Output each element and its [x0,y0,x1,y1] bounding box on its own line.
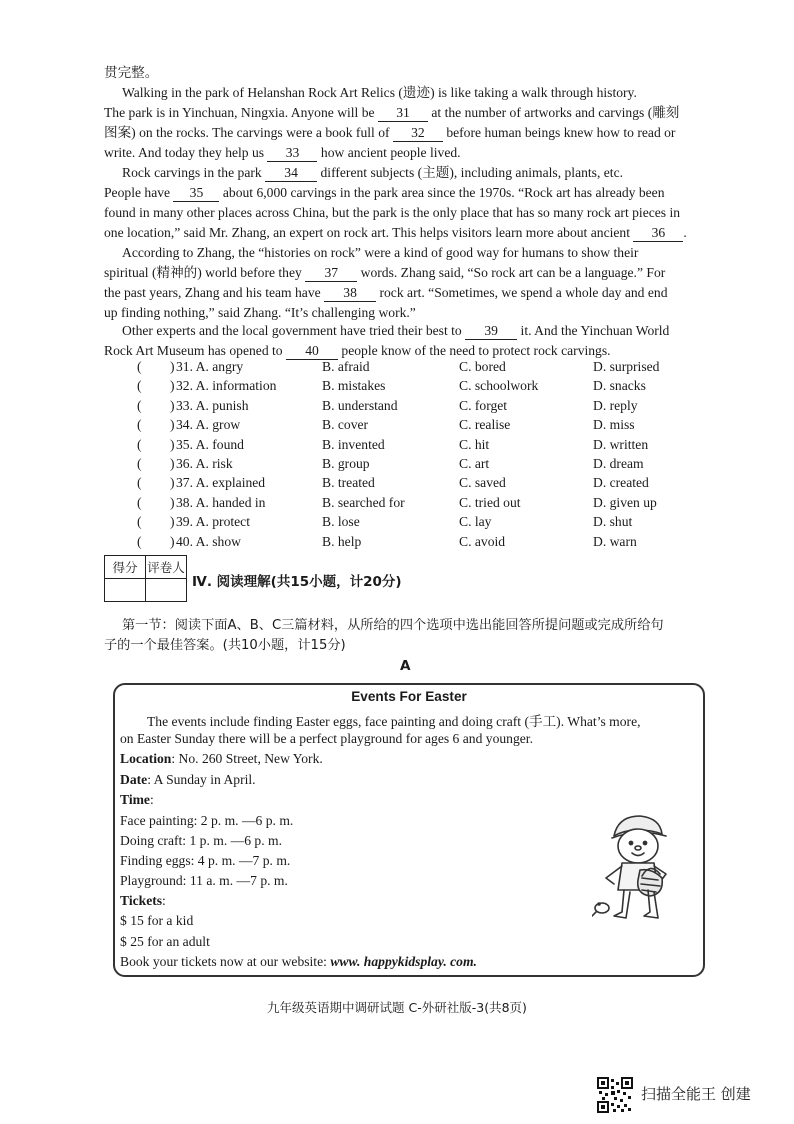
option-b[interactable]: B. lose [322,514,360,530]
section-title: Ⅳ. 阅读理解(共15小题，计20分) [192,574,402,590]
answer-paren-open[interactable]: ( [137,494,142,510]
option-c[interactable]: C. avoid [459,533,506,549]
answer-paren-open[interactable]: ( [137,436,142,452]
time-doing-craft: Doing craft: 1 p. m. —6 p. m. [120,833,282,848]
option-b[interactable]: B. treated [322,475,375,491]
answer-paren-close: ) [170,494,175,510]
option-a[interactable]: 32. A. information [176,378,277,394]
answer-paren-close: ) [170,417,175,433]
answer-paren-open[interactable]: ( [137,359,142,374]
option-a[interactable]: 39. A. protect [176,514,250,530]
option-a[interactable]: 36. A. risk [176,456,233,471]
ticket-adult: $ 25 for an adult [120,934,210,949]
blank-31[interactable]: 31 [378,105,428,122]
passage-line: Other experts and the local government have tried their best to 39 it. And the Yinchuan World [122,323,670,338]
option-d[interactable]: D. snacks [593,378,646,394]
answer-paren-open[interactable]: ( [137,456,142,471]
option-d[interactable]: D. surprised [593,359,660,374]
passage-line: one location,” said Mr. Zhang, an expert on rock art. This helps visitors learn more about ancient 36 . [104,225,687,240]
option-c[interactable]: C. schoolwork [459,378,539,394]
option-b[interactable]: B. mistakes [322,378,386,394]
grader-header: 评卷人 [146,556,187,579]
ticket-kid: $ 15 for a kid [120,913,194,928]
blank-39[interactable]: 39 [465,323,517,340]
option-b[interactable]: B. afraid [322,359,370,374]
option-c[interactable]: C. lay [459,514,492,530]
option-d[interactable]: D. shut [593,514,633,530]
option-d[interactable]: D. created [593,475,649,491]
option-a[interactable]: 35. A. found [176,436,244,452]
option-c[interactable]: C. forget [459,397,508,413]
option-b[interactable]: B. invented [322,436,385,452]
passage-line: According to Zhang, the “histories on rock” were a kind of good way for humans to show their [122,245,639,260]
option-d[interactable]: D. dream [593,456,644,471]
time-finding-eggs: Finding eggs: 4 p. m. —7 p. m. [120,853,291,868]
score-header: 得分 [105,556,146,579]
score-table [104,555,187,602]
passage-line: found in many other places across China, but the park is the only place that has so many rock art pieces in [104,205,681,220]
website-link[interactable]: www. happykidsplay. com. [330,954,477,969]
answer-paren-open[interactable]: ( [137,514,142,530]
option-a[interactable]: 37. A. explained [176,475,266,491]
blank-38[interactable]: 38 [324,285,376,302]
blank-33[interactable]: 33 [267,145,317,162]
answer-paren-close: ) [170,475,175,491]
qr-code-icon[interactable] [597,1077,633,1113]
score-cell[interactable] [105,579,146,602]
option-c[interactable]: C. saved [459,475,506,491]
answer-paren-close: ) [170,378,175,394]
option-a[interactable]: 33. A. punish [176,397,249,413]
option-b[interactable]: B. cover [322,417,369,433]
option-d[interactable]: D. miss [593,417,635,433]
passage-line: the past years, Zhang and his team have 38 rock art. “Sometimes, we spend a whole day and end [104,285,668,300]
section-instruction: 子的一个最佳答案。(共10小题，计15分) [104,638,346,653]
option-c[interactable]: C. art [459,456,490,471]
easter-kid-illustration-icon [592,808,688,928]
option-b[interactable]: B. group [322,456,370,471]
option-a[interactable]: 38. A. handed in [176,494,266,510]
option-d[interactable]: D. written [593,436,649,452]
tickets-heading: Tickets: [120,893,166,908]
passage-line: 图案) on the rocks. The carvings were a book full of 32 before human beings knew how to read or [104,125,676,140]
option-d[interactable]: D. reply [593,397,638,413]
option-c[interactable]: C. bored [459,359,506,374]
option-b[interactable]: B. searched for [322,494,405,510]
answer-paren-close: ) [170,359,175,374]
blank-35[interactable]: 35 [173,185,219,202]
date-line: Date: A Sunday in April. [120,772,256,787]
option-a[interactable]: 40. A. show [176,533,241,549]
passage-line: spiritual (精神的) world before they 37 words. Zhang said, “So rock art can be a language.” For [104,265,666,280]
option-c[interactable]: C. tried out [459,494,521,510]
option-d[interactable]: D. warn [593,533,637,549]
answer-paren-close: ) [170,514,175,530]
blank-36[interactable]: 36 [633,225,683,242]
location-line: Location: No. 260 Street, New York. [120,751,323,766]
box-title: Events For Easter [351,689,467,704]
passage-line: People have 35 about 6,000 carvings in the park area since the 1970s. “Rock art has already been [104,185,665,200]
answer-paren-open[interactable]: ( [137,533,142,549]
blank-34[interactable]: 34 [265,165,317,182]
blank-40[interactable]: 40 [286,343,338,360]
passage-line: write. And today they help us 33 how ancient people lived. [104,145,461,160]
time-heading: Time: [120,792,154,807]
booking-line: Book your tickets now at our website: www. happykidsplay. com. [120,954,477,969]
time-face-painting: Face painting: 2 p. m. —6 p. m. [120,813,294,828]
answer-paren-close: ) [170,533,175,549]
ad-intro: on Easter Sunday there will be a perfect playground for ages 6 and younger. [120,731,533,746]
option-b[interactable]: B. help [322,533,362,549]
option-b[interactable]: B. understand [322,397,398,413]
passage-line: up finding nothing,” said Zhang. “It’s challenging work.” [104,305,416,320]
blank-37[interactable]: 37 [305,265,357,282]
option-a[interactable]: 31. A. angry [176,359,244,374]
time-playground: Playground: 11 a. m. —7 p. m. [120,873,288,888]
ad-intro: The events include finding Easter eggs, face painting and doing craft (手工). What’s more, [147,714,641,729]
answer-paren-open[interactable]: ( [137,475,142,491]
option-a[interactable]: 34. A. grow [176,417,241,433]
passage-line: 贯完整。 [104,65,159,80]
option-c[interactable]: C. realise [459,417,511,433]
answer-paren-close: ) [170,456,175,471]
answer-paren-open[interactable]: ( [137,397,142,413]
passage-line: The park is in Yinchuan, Ningxia. Anyone will be 31 at the number of artworks and carvings (雕刻 [104,105,680,120]
grader-cell[interactable] [146,579,187,602]
answer-paren-open[interactable]: ( [137,378,142,394]
section-instruction: 第一节：阅读下面A、B、C三篇材料，从所给的四个选项中选出能回答所提问题或完成所给句 [122,618,664,633]
option-d[interactable]: D. given up [593,494,657,510]
passage-line: Rock carvings in the park 34 different subjects (主题), including animals, plants, etc. [122,165,624,180]
answer-paren-close: ) [170,397,175,413]
scanner-brand: 扫描全能王 创建 [641,1085,751,1103]
option-c[interactable]: C. hit [459,436,490,452]
blank-32[interactable]: 32 [393,125,443,142]
answer-paren-close: ) [170,436,175,452]
page-footer: 九年级英语期中调研试题 C-外研社版-3(共8页) [267,1000,527,1015]
passage-line: Walking in the park of Helanshan Rock Art Relics (遗迹) is like taking a walk through history. [122,85,637,100]
answer-paren-open[interactable]: ( [137,417,142,433]
passage-line: Rock Art Museum has opened to 40 people know of the need to protect rock carvings. [104,343,611,358]
passage-label: A [400,658,411,674]
